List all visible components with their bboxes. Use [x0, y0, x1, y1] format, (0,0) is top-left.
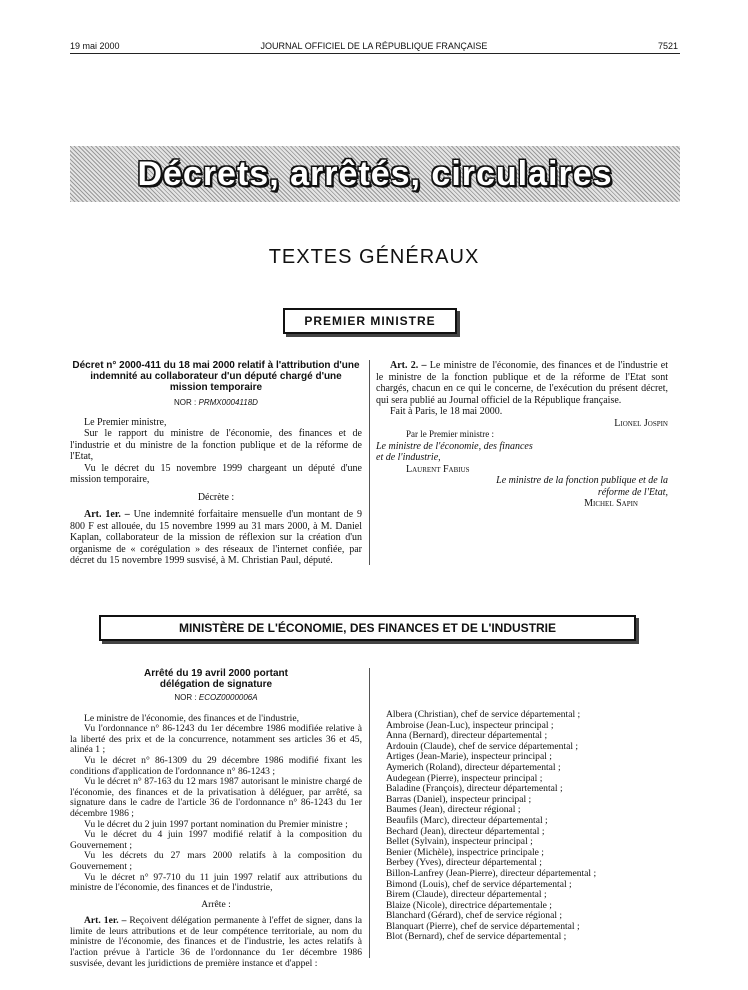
article-text: Reçoivent délégation permanente à l'effet de signer, dans la limite de leurs attributions et de leur compétence territoriale, au nom du ministre de l'économie, des finances et de l'industrie, les actes relatifs à l'action prévue à l'article 36 de l'ordonnance du 1er décembre 1986 susvisée, devant les juridictions de première instance et d'appel :	[70, 915, 362, 969]
nor-label: NOR :	[174, 398, 197, 407]
list-item: Billon-Lanfrey (Jean-Pierre), directeur départemental ;	[386, 867, 597, 879]
arrete-title: Arrêté du 19 avril 2000 portant délégation de signature	[144, 668, 288, 690]
decree-left-column	[70, 360, 362, 567]
arrete-arrete: Arrête :	[201, 898, 231, 910]
list-item: Birem (Claude), directeur départemental ;	[386, 889, 547, 901]
arrete-para: Vu le décret du 4 juin 1997 modifié relatif à la composition du Gouvernement ;	[70, 829, 362, 851]
decree-right-column	[376, 360, 668, 510]
delegate-list	[376, 710, 668, 943]
list-item: Barras (Daniel), inspecteur principal ;	[386, 793, 532, 805]
page-number: 7521	[657, 41, 678, 51]
arrete-para: Vu le décret du 2 juin 1997 portant nomination du Premier ministre ;	[84, 818, 348, 830]
arrete-para: Vu l'ordonnance n° 86-1243 du 1er décembre 1986 modifiée relative à la liberté des prix et de la concurrence, notamment ses articles 36 et 45, alinéa 1 ;	[70, 723, 362, 756]
decree-article-1	[70, 509, 362, 567]
article-label: Art. 1er. –	[84, 509, 130, 520]
list-item: Albera (Christian), chef de service départemental ;	[386, 709, 581, 720]
list-item: Bellet (Sylvain), inspecteur principal ;	[386, 836, 533, 848]
list-item: Bimond (Louis), chef de service départemental ;	[386, 878, 572, 890]
arrete-article-continuation	[376, 668, 668, 710]
header-date: 19 mai 2000	[70, 41, 120, 51]
decree-title: Décret n° 2000-411 du 18 mai 2000 relatif à l'attribution d'une indemnité au collaborateur d'un député chargé d'une mission temporaire	[72, 360, 360, 393]
decree-para: Le Premier ministre,	[84, 416, 167, 428]
list-item: Beaufils (Marc), directeur départemental ;	[386, 814, 548, 826]
nor-code: PRMX0004118D	[198, 398, 258, 407]
article-text: Une indemnité forfaitaire mensuelle d'un montant de 9 800 F est allouée, du 15 novembre 1999 au 31 mars 2000, à M. Daniel Kaplan, collaborateur de la mission de réflexion sur la création d'un organisme de « corégulation » des réseaux de l'internet confiée, par décret du 15 novembre 1999 susvisé, à M. Christian Paul, député.	[70, 509, 363, 566]
list-item: Aymerich (Roland), directeur départemental ;	[386, 761, 561, 773]
ministry-box-premier-ministre	[283, 308, 457, 334]
ministry-label: PREMIER MINISTRE	[304, 314, 436, 328]
arrete-para: Vu les décrets du 27 mars 2000 relatifs à la composition du Gouvernement ;	[70, 850, 362, 872]
signature-pm: Lionel Jospin	[614, 417, 668, 429]
list-item: Blot (Bernard), chef de service départemental ;	[386, 931, 567, 943]
column-divider	[369, 668, 370, 958]
section-banner	[70, 146, 680, 202]
header-rule	[70, 53, 680, 54]
decree-decrete: Décrète :	[197, 491, 235, 503]
decree-fait: Fait à Paris, le 18 mai 2000.	[390, 406, 503, 417]
arrete-article-1	[70, 916, 362, 969]
column-divider	[369, 360, 370, 565]
decree-para: Vu le décret du 15 novembre 1999 chargeant un député d'une mission temporaire,	[70, 462, 362, 485]
list-item: Ardouin (Claude), chef de service départemental ;	[386, 740, 579, 752]
ministry-box-economie	[99, 615, 636, 641]
arrete-para: Vu le décret n° 87-163 du 12 mars 1987 autorisant le ministre chargé de l'économie, des finances et de la privatisation à déléguer, par arrêté, sa signature dans le cadre de l'article 36 de l'ordonnance n° 86-1243 du 1er décembre 1986 ;	[70, 776, 362, 819]
article-label: Art. 1er. –	[84, 915, 127, 927]
article-text: Le ministre de l'économie, des finances et de l'industrie et le ministre de la fonction publique et de la réforme de l'Etat sont chargés, chacun en ce qui le concerne, de l'exécution du présent décret, qui sera publié au Journal officiel de la République française.	[376, 360, 668, 406]
list-item: Ambroise (Jean-Luc), inspecteur principal ;	[386, 719, 554, 731]
arrete-left-column	[70, 668, 362, 969]
arrete-right-column	[376, 668, 668, 943]
section-title: TEXTES GÉNÉRAUX	[268, 246, 480, 268]
list-item: Baladine (François), directeur départemental ;	[386, 783, 563, 795]
list-item: Artiges (Jean-Marie), inspecteur principal ;	[386, 751, 552, 763]
nor-code: ECOZ0000006A	[198, 693, 258, 702]
signature-fp: Michel Sapin	[584, 498, 638, 509]
arrete-para: Vu le décret n° 97-710 du 11 juin 1997 relatif aux attributions du ministre de l'économie, des finances et de l'industrie,	[70, 871, 362, 894]
arrete-para: Le ministre de l'économie, des finances et de l'industrie,	[84, 712, 299, 724]
list-item: Baumes (Jean), directeur régional ;	[386, 804, 521, 816]
signature-eco: Laurent Fabius	[406, 463, 470, 475]
list-item: Blanchard (Gérard), chef de service régional ;	[386, 910, 563, 922]
list-item: Bechard (Jean), directeur départemental ;	[386, 825, 545, 837]
list-item: Blanquart (Pierre), chef de service départemental ;	[386, 920, 580, 932]
list-item: Berbey (Yves), directeur départemental ;	[386, 857, 542, 869]
decree-article-2	[376, 360, 668, 406]
banner-title: Décrets, arrêtés, circulaires	[137, 154, 613, 193]
decree-nor	[70, 397, 362, 409]
list-item: Audegean (Pierre), inspecteur principal ;	[386, 772, 543, 784]
par-premier-ministre: Par le Premier ministre :	[406, 429, 494, 439]
article-label: Art. 2. –	[390, 360, 427, 371]
list-item: Anna (Bernard), directeur départemental ;	[386, 730, 548, 742]
journal-title: JOURNAL OFFICIEL DE LA RÉPUBLIQUE FRANÇAISE	[260, 41, 488, 51]
minister-fp: Le ministre de la fonction publique et de la réforme de l'Etat,	[496, 475, 668, 498]
arrete-para: Vu le décret n° 86-1309 du 29 décembre 1986 modifié fixant les conditions d'application de l'ordonnance n° 86-1243 ;	[70, 754, 362, 777]
ministry-label: MINISTÈRE DE L'ÉCONOMIE, DES FINANCES ET DE L'INDUSTRIE	[178, 621, 557, 635]
arrete-nor	[70, 693, 362, 704]
nor-label: NOR :	[174, 693, 197, 702]
list-item: Blaize (Nicole), directrice départementale ;	[386, 899, 552, 911]
list-item: Benier (Michèle), inspectrice principale ;	[386, 846, 544, 858]
decree-para: Sur le rapport du ministre de l'économie, des finances et de l'industrie et du ministre de la fonction publique et de la réforme de l'Etat,	[70, 428, 362, 462]
minister-eco: Le ministre de l'économie, des finances et de l'industrie,	[376, 440, 533, 463]
